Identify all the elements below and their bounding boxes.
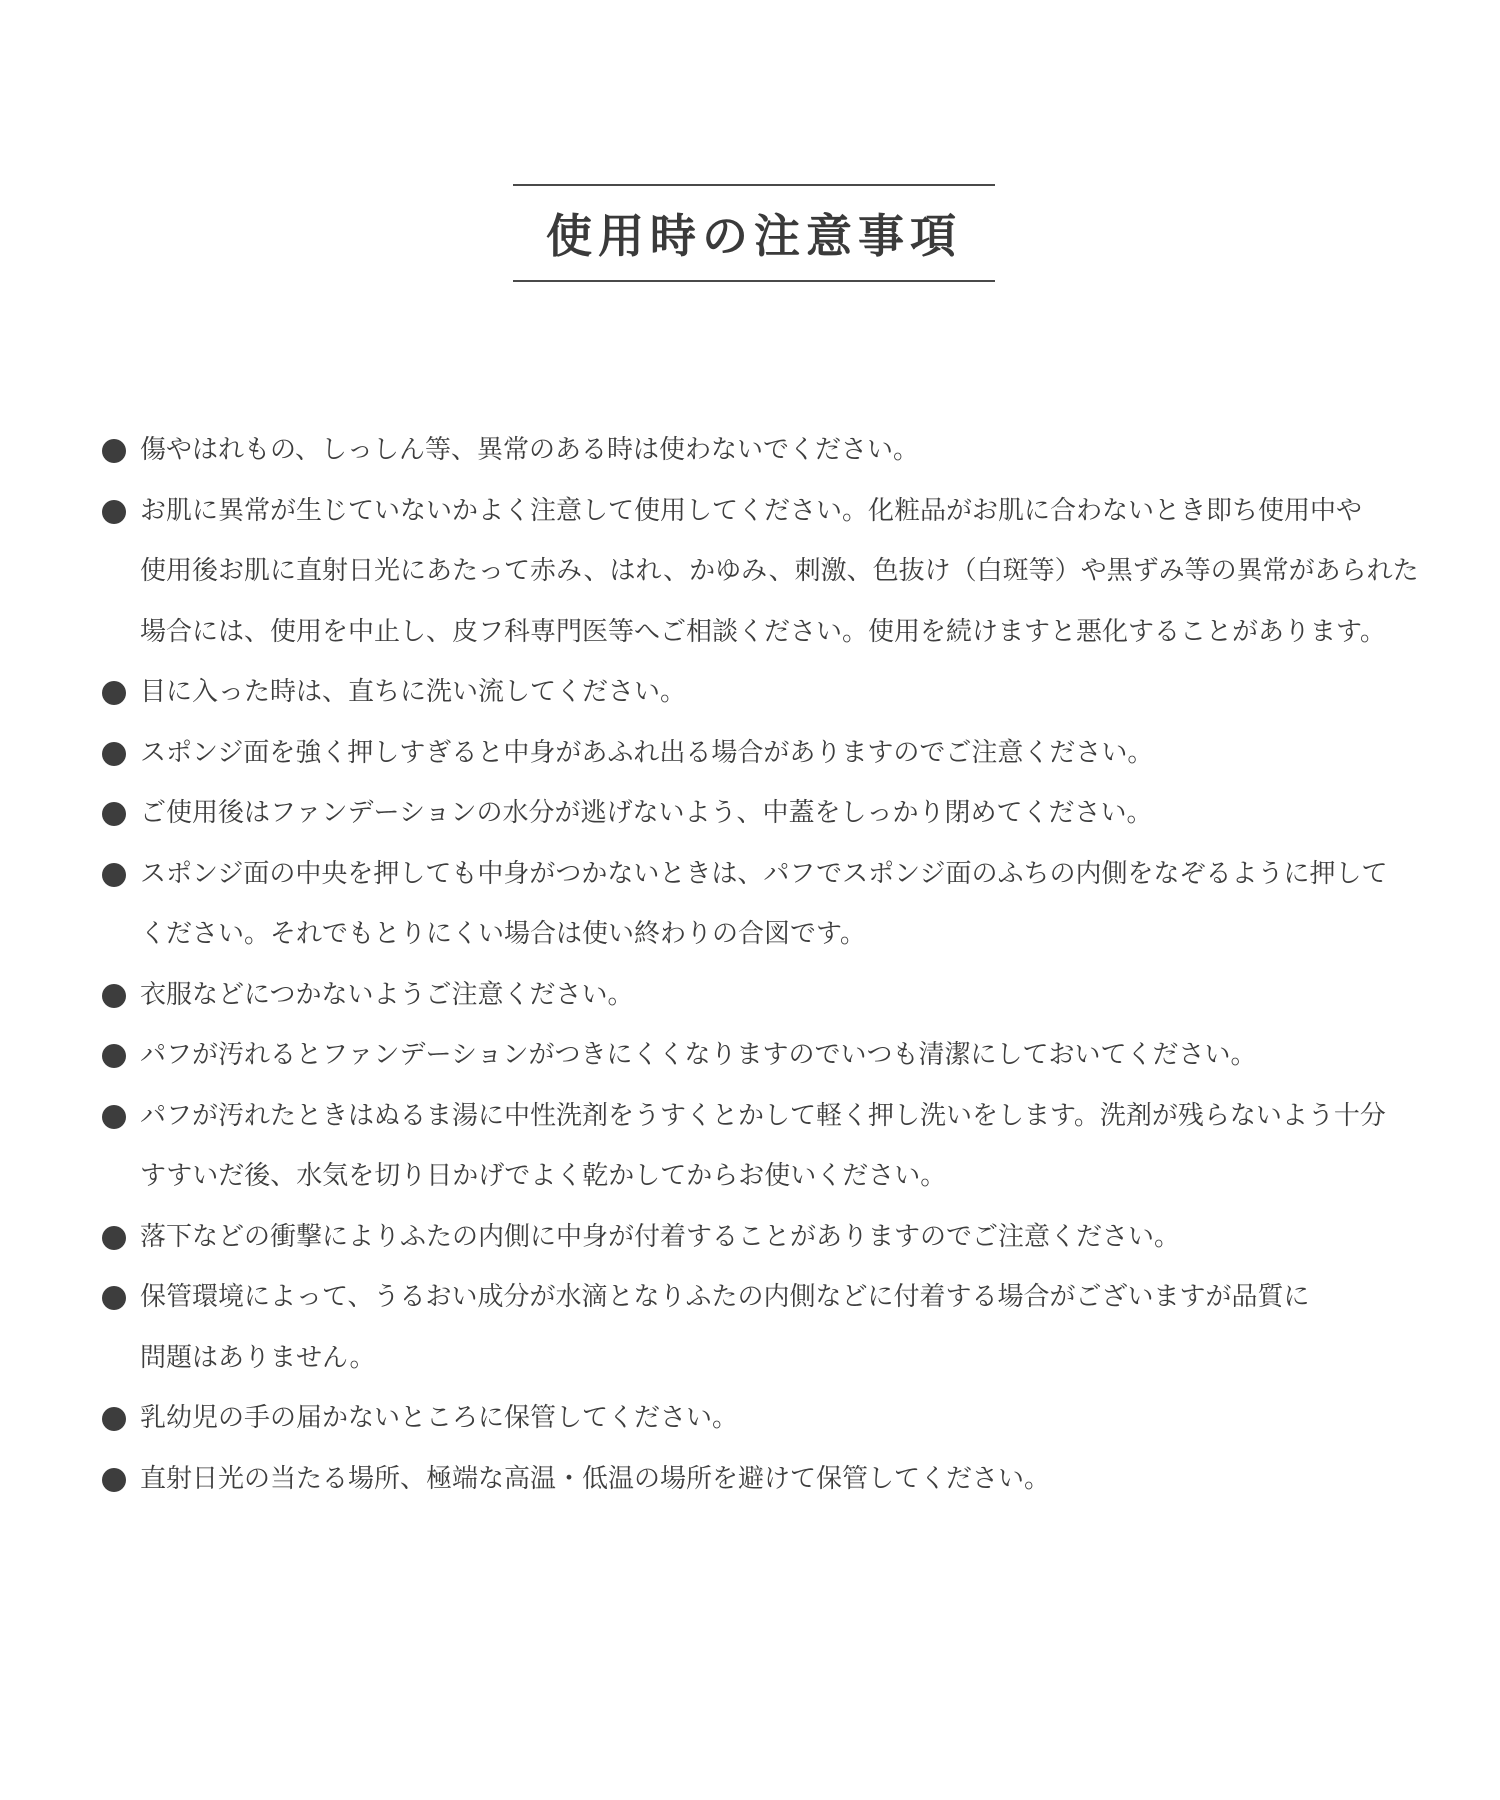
bullet-icon (102, 1105, 126, 1129)
list-item-text: 乳幼児の手の届かないところに保管してください。 (140, 1403, 739, 1433)
list-item (100, 1388, 1420, 1449)
list-item (100, 1449, 1420, 1510)
bullet-icon (102, 1226, 126, 1250)
bullet-icon (102, 681, 126, 705)
list-item-text: パフが汚れるとファンデーションがつきにくくなりますのでいつも清潔にしておいてください。 (140, 1040, 1257, 1070)
bullet-icon (102, 439, 126, 463)
bullet-icon (102, 984, 126, 1008)
list-item (100, 723, 1420, 784)
bullet-icon (102, 1044, 126, 1068)
list-item (100, 481, 1420, 663)
page-title: 使用時の注意事項 (546, 209, 962, 263)
list-item (100, 1267, 1420, 1388)
bullet-icon (102, 863, 126, 887)
list-item-text: お肌に異常が生じていないかよく注意して使用してください。化粧品がお肌に合わないとき即ち使用中や 使用後お肌に直射日光にあたって赤み、はれ、かゆみ、刺激、色抜け（白斑等）や黒ずみ等の異常があられた 場合には、使用を中止し、皮フ科専門医等へご相談ください。使用を続けますと悪化することがあります。 (140, 495, 1419, 647)
list-item (100, 844, 1420, 965)
bullet-icon (102, 1468, 126, 1492)
list-item-text: 保管環境によって、うるおい成分が水滴となりふたの内側などに付着する場合がございますが品質に 問題はありません。 (140, 1282, 1310, 1373)
list-item (100, 420, 1420, 481)
title-block (513, 184, 995, 282)
list-item (100, 783, 1420, 844)
list-item (100, 965, 1420, 1026)
list-item-text: 落下などの衝撃によりふたの内側に中身が付着することがありますのでご注意ください。 (140, 1221, 1181, 1252)
bullet-icon (102, 1407, 126, 1431)
bullet-icon (102, 500, 126, 524)
list-item-text: パフが汚れたときはぬるま湯に中性洗剤をうすくとかして軽く押し洗いをします。洗剤が残らないよう十分 すすいだ後、水気を切り日かげでよく乾かしてからお使いください。 (140, 1100, 1386, 1191)
list-item-text: ご使用後はファンデーションの水分が逃げないよう、中蓋をしっかり閉めてください。 (140, 798, 1153, 828)
bullet-icon (102, 802, 126, 826)
caution-list (100, 420, 1420, 1509)
list-item-text: 傷やはれもの、しっしん等、異常のある時は使わないでください。 (140, 435, 919, 465)
list-item (100, 1207, 1420, 1268)
list-item (100, 1025, 1420, 1086)
list-item-text: スポンジ面を強く押しすぎると中身があふれ出る場合がありますのでご注意ください。 (140, 737, 1154, 768)
list-item-text: 目に入った時は、直ちに洗い流してください。 (140, 677, 687, 707)
list-item-text: スポンジ面の中央を押しても中身がつかないときは、パフでスポンジ面のふちの内側をなぞるように押して ください。それでもとりにくい場合は使い終わりの合図です。 (140, 858, 1388, 949)
list-item-text: 衣服などにつかないようご注意ください。 (140, 979, 634, 1010)
list-item-text: 直射日光の当たる場所、極端な高温・低温の場所を避けて保管してください。 (140, 1463, 1051, 1494)
list-item (100, 662, 1420, 723)
bullet-icon (102, 742, 126, 766)
bullet-icon (102, 1286, 126, 1310)
list-item (100, 1086, 1420, 1207)
